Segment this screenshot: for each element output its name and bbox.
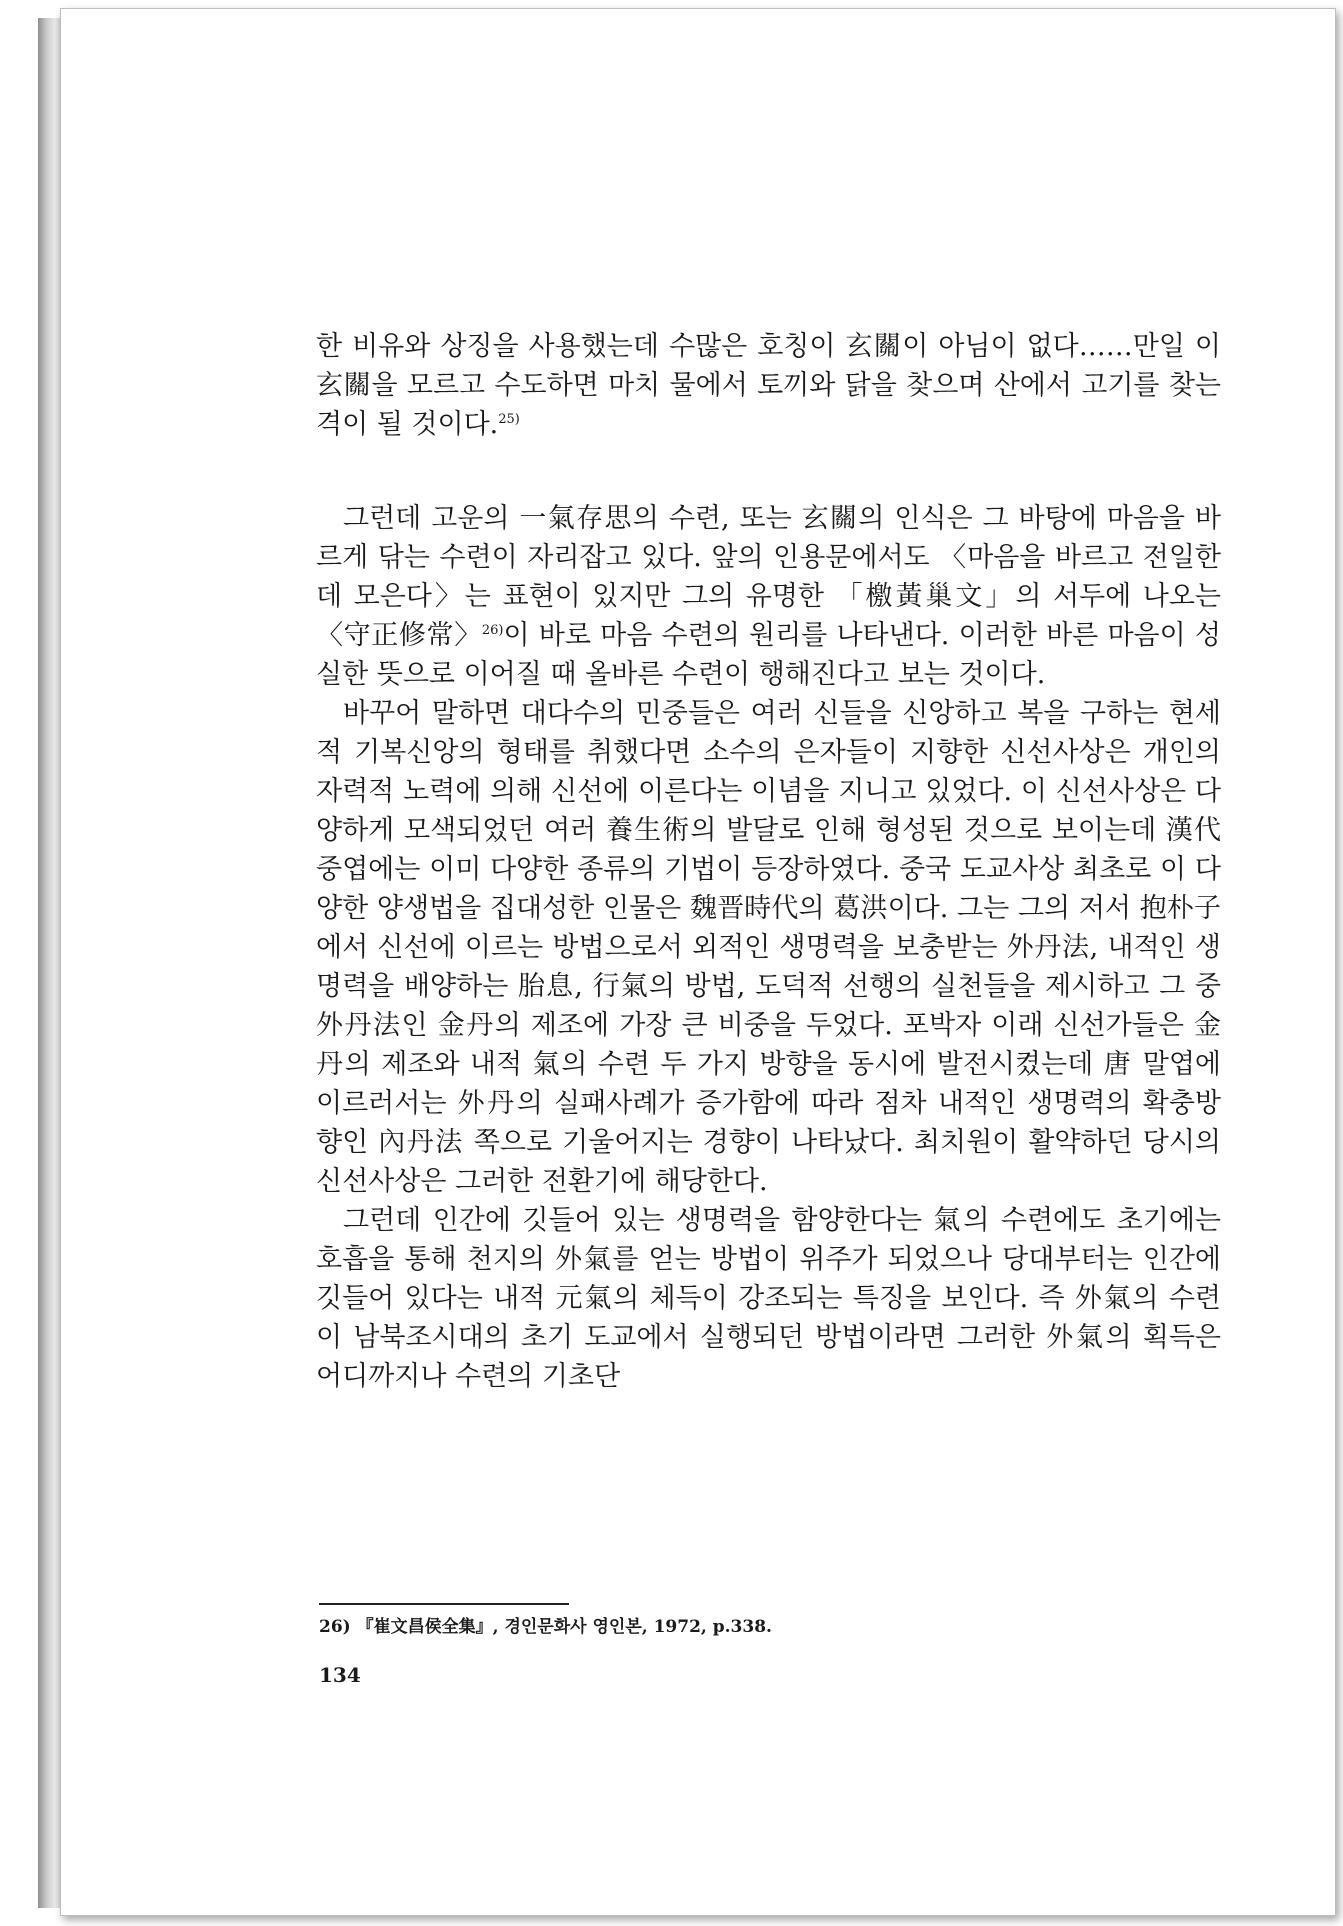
footnote-divider — [319, 1603, 569, 1605]
paragraph-2: 바꾸어 말하면 대다수의 민중들은 여러 신들을 신앙하고 복을 구하는 현세적 기복신앙의 형태를 취했다면 소수의 은자들이 지향한 신선사상은 개인의 자력적 노력에 의해 신선에 이른다는 이념을 지니고 있었다. 이 신선사상은 다양하게 모색되었던 여러 養生術의 발달로 인해 형성된 것으로 보이는데 漢代 중엽에는 이미 다양한 종류의 기법이 등장하였다. 중국 도교사상 최초로 이 다양한 양생법을 집대성한 인물은 魏晋時代의 葛洪이다. 그는 그의 저서 抱朴子에서 신선에 이르는 방법으로서 외적인 생명력을 보충받는 外丹法, 내적인 생명력을 배양하는 胎息, 行氣의 방법, 도덕적 선행의 실천들을 제시하고 그 중 外丹法인 金丹의 제조에 가장 큰 비중을 두었다. 포박자 이래 신선가들은 金丹의 제조와 내적 氣의 수련 두 가지 방향을 동시에 발전시켰는데 唐 말엽에 이르러서는 外丹의 실패사례가 증가함에 따라 점차 내적인 생명력의 확충방향인 內丹法 쪽으로 기울어지는 경향이 나타났다. 최치원이 활약하던 당시의 신선사상은 그러한 전환기에 해당한다. — [316, 698, 1221, 1197]
paragraph-1-part-b: 이 바로 마음 수련의 원리를 나타낸다. 이러한 바른 마음이 성실한 뜻으로 이어질 때 올바른 수련이 행해진다고 보는 것이다. — [316, 620, 1222, 690]
book-spine — [38, 18, 62, 1908]
footnote-26: 26) 『崔文昌侯全集』, 경인문화사 영인본, 1972, p.338. — [319, 1617, 772, 1637]
body-text — [316, 499, 1221, 1396]
paragraph-1-part-a: 그런데 고운의 一氣存思의 수련, 또는 玄關의 인식은 그 바탕에 마음을 바르게 닦는 수련이 자리잡고 있다. 앞의 인용문에서도 〈마음을 바르고 전일한 데 모은다〉는 표현이 있지만 그의 유명한 「檄黃巢文」의 서두에 나오는 〈守正修常〉 — [316, 503, 1221, 651]
paragraph-3: 그런데 인간에 깃들어 있는 생명력을 함양한다는 氣의 수련에도 초기에는 호흡을 통해 천지의 外氣를 얻는 방법이 위주가 되었으나 당대부터는 인간에 깃들어 있다는 내적 元氣의 체득이 강조되는 특징을 보인다. 즉 外氣의 수련이 남북조시대의 초기 도교에서 실행되던 방법이라면 그러한 外氣의 획득은 어디까지나 수련의 기초단 — [316, 1205, 1221, 1392]
footnote-ref-25: 25) — [498, 412, 520, 427]
book-page — [60, 8, 1336, 1916]
quote-paragraph — [316, 327, 1221, 444]
paragraph-1 — [316, 499, 1221, 694]
quote-block — [316, 327, 1221, 444]
page-number: 134 — [319, 1663, 361, 1687]
quote-text: 한 비유와 상징을 사용했는데 수많은 호칭이 玄關이 아님이 없다……만일 이 玄關을 모르고 수도하면 마치 물에서 토끼와 닭을 찾으며 산에서 고기를 찾는 격이 될 것이다. — [316, 331, 1221, 440]
footnote-ref-26: 26) — [481, 623, 504, 638]
